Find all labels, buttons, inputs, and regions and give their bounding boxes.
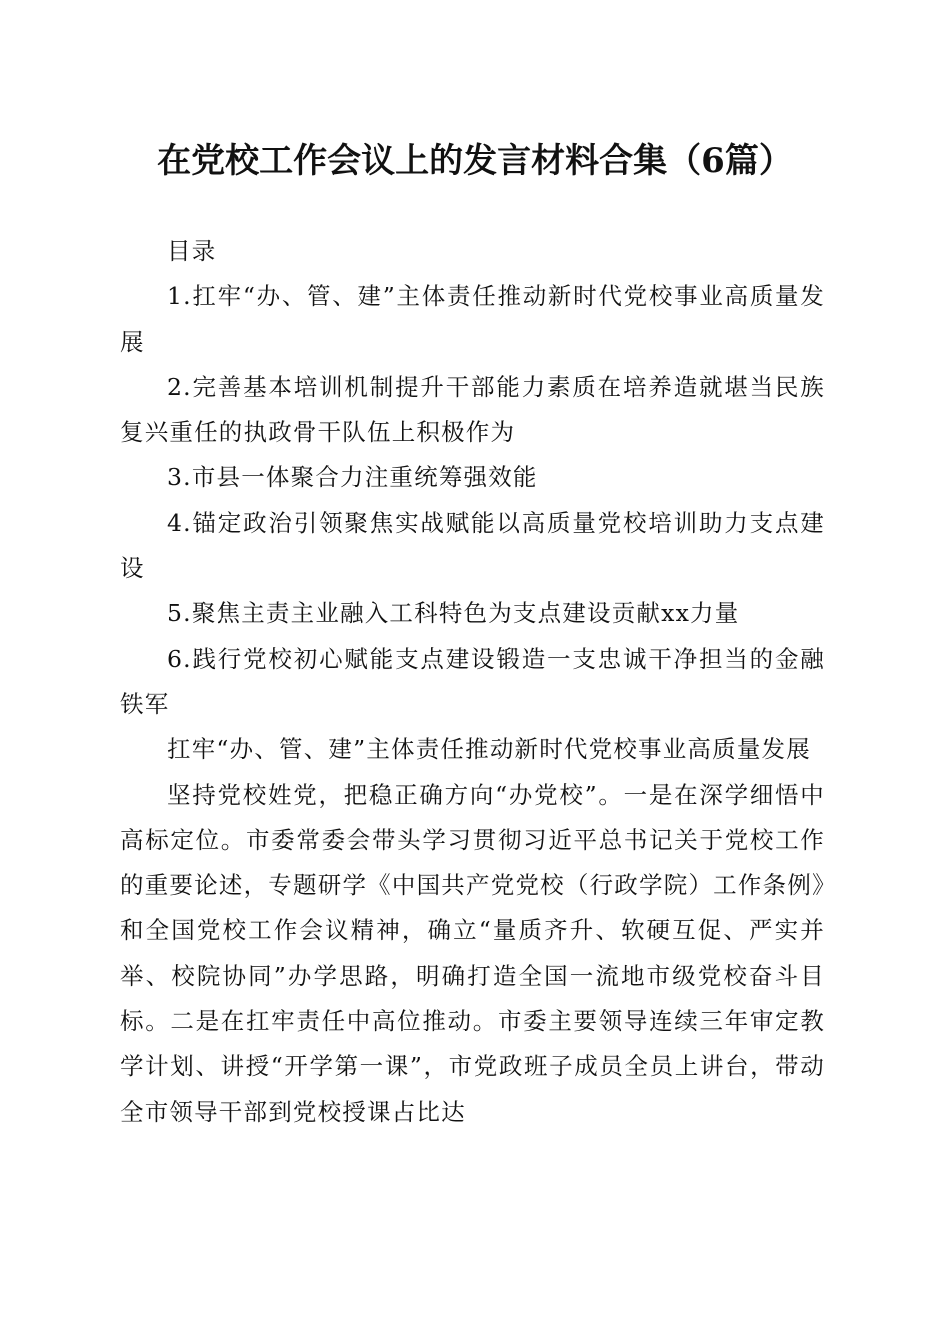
toc-heading: 目录: [167, 237, 217, 265]
toc-item-4: 4.锚定政治引领聚焦实战赋能以高质量党校培训助力支点建设: [120, 508, 825, 583]
document-title: 在党校工作会议上的发言材料合集（6篇）: [157, 141, 793, 181]
toc-item-2: 2.完善基本培训机制提升干部能力素质在培养造就堪当民族复兴重任的执政骨干队伍上积极作为: [120, 372, 825, 447]
body-paragraph: 坚持党校姓党，把稳正确方向“办党校”。一是在深学细悟中高标定位。市委常委会带头学习贯彻习近平总书记关于党校工作的重要论述，专题研学《中国共产党党校（行政学院）工作条例》和全国党校工作会议精神，确立“量质齐升、软硬互促、严实并举、校院协同”办学思路，明确打造全国一流地市级党校奋斗目标。二是在扛牢责任中高位推动。市委主要领导连续三年审定教学计划、讲授“开学第一课”，市党政班子成员全员上讲台，带动全市领导干部到党校授课占比达: [120, 780, 825, 1126]
toc-item-5: 5.聚焦主责主业融入工科特色为支点建设贡献xx力量: [167, 599, 740, 628]
toc-item-3: 3.市县一体聚合力注重统筹强效能: [167, 463, 538, 492]
toc-item-6: 6.践行党校初心赋能支点建设锻造一支忠诚干净担当的金融铁军: [120, 644, 825, 718]
document-body: [120, 229, 825, 1135]
section-title: 扛牢“办、管、建”主体责任推动新时代党校事业高质量发展: [167, 735, 811, 764]
toc-item-1: 1.扛牢“办、管、建”主体责任推动新时代党校事业高质量发展: [120, 282, 825, 356]
